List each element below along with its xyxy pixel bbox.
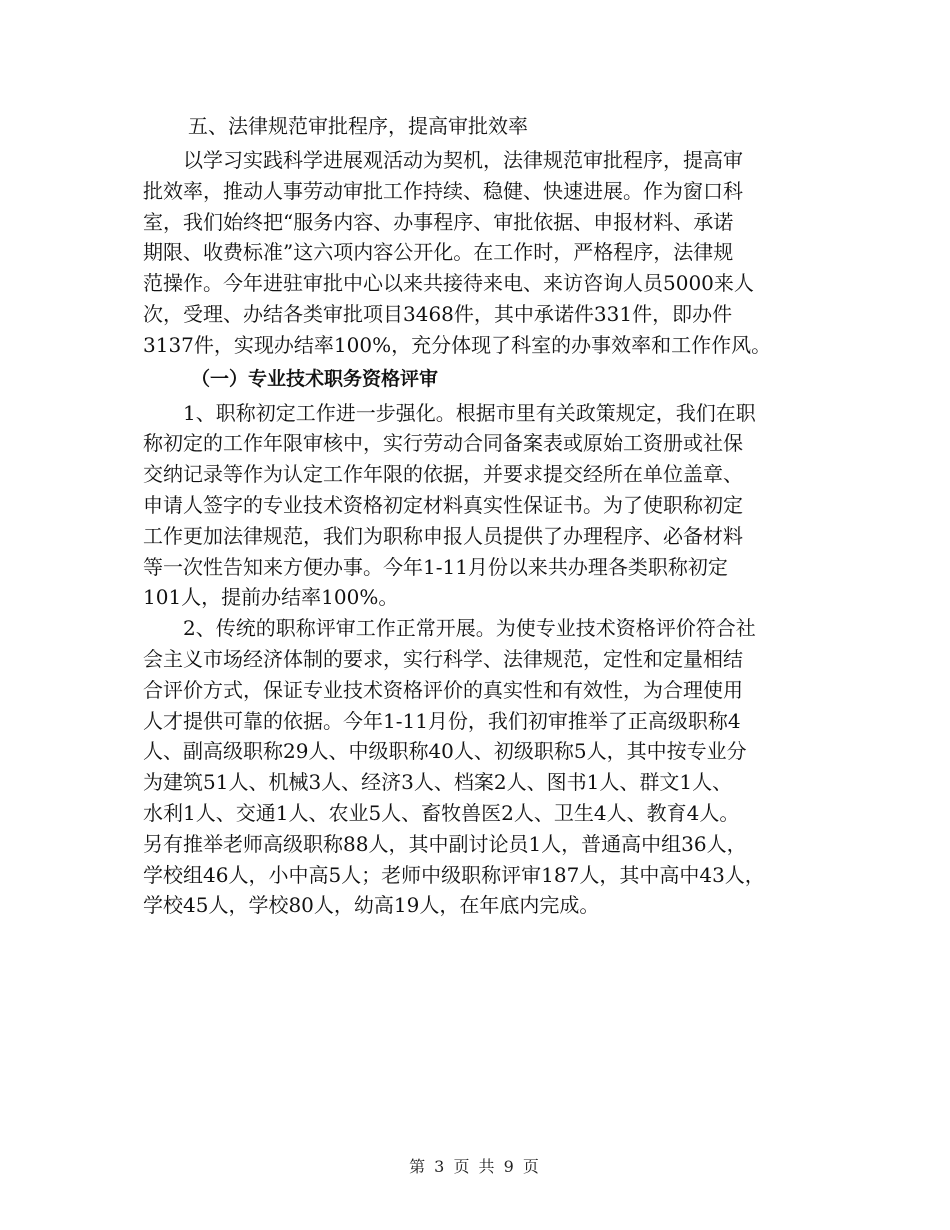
paragraph-approval: [143, 145, 823, 361]
page-number-footer: 第 3 页 共 9 页: [409, 1157, 541, 1176]
paragraph-line: 交纳记录等作为认定工作年限的依据，并要求提交经所在单位盖章、: [143, 462, 743, 487]
paragraph-line: 2、传统的职称评审工作正常开展。为使专业技术资格评价符合社: [143, 616, 756, 641]
paragraph-line: 为建筑51人、机械3人、经济3人、档案2人、图书1人、群文1人、: [143, 770, 733, 795]
subsection-title: （一）专业技术职务资格评审: [191, 367, 439, 390]
paragraph-line: 学校45人，学校80人，幼高19人，在年底内完成。: [143, 893, 600, 918]
paragraph-line: 另有推举老师高级职称88人，其中副讨论员1人，普通高中组36人，: [143, 831, 747, 856]
paragraph-line: 水利1人、交通1人、农业5人、畜牧兽医2人、卫生4人、教育4人。: [143, 800, 740, 825]
paragraph-line: 期限、收费标准”这六项内容公开化。在工作时，严格程序，法律规: [143, 240, 734, 265]
paragraph-line: 以学习实践科学进展观活动为契机，法律规范审批程序，提高审: [143, 148, 743, 172]
paragraph-title-initial: [143, 398, 823, 614]
paragraph-line: 称初定的工作年限审核中，实行劳动合同备案表或原始工资册或社保: [143, 431, 743, 456]
paragraph-line: 工作更加法律规范，我们为职称申报人员提供了办理程序、必备材料: [143, 523, 743, 548]
paragraph-line: 101人，提前办结率100%。: [143, 585, 399, 610]
paragraph-line: 1、职称初定工作进一步强化。根据市里有关政策规定，我们在职: [143, 400, 756, 425]
document-body: [143, 108, 823, 921]
section-title: 五、法律规范审批程序，提高审批效率: [188, 114, 528, 138]
paragraph-line: 会主义市场经济体制的要求，实行科学、法律规范，定性和定量相结: [143, 646, 743, 671]
paragraph-line: 申请人签字的专业技术资格初定材料真实性保证书。为了使职称初定: [143, 492, 743, 517]
paragraph-line: 人、副高级职称29人、中级职称40人、初级职称5人，其中按专业分: [143, 739, 747, 764]
paragraph-title-review: [143, 613, 823, 921]
paragraph-line: 次，受理、办结各类审批项目3468件，其中承诺件331件，即办件: [143, 301, 733, 326]
paragraph-line: 人才提供可靠的依据。今年1-11月份，我们初审推举了正高级职称4: [143, 708, 741, 733]
paragraph-line: 3137件，实现办结率100%，充分体现了科室的办事效率和工作作风。: [143, 332, 772, 357]
paragraph-line: 等一次性告知来方便办事。今年1-11月份以来共办理各类职称初定: [143, 554, 728, 579]
paragraph-line: 批效率，推动人事劳动审批工作持续、稳健、快速进展。作为窗口科: [143, 178, 743, 203]
paragraph-line: 合评价方式，保证专业技术资格评价的真实性和有效性，为合理使用: [143, 677, 743, 702]
paragraph-line: 范操作。今年进驻审批中心以来共接待来电、来访咨询人员5000来人: [143, 271, 754, 296]
paragraph-line: 室，我们始终把“服务内容、办事程序、审批依据、申报材料、承诺: [143, 209, 734, 234]
paragraph-line: 学校组46人，小中高5人；老师中级职称评审187人，其中高中43人，: [143, 862, 765, 887]
